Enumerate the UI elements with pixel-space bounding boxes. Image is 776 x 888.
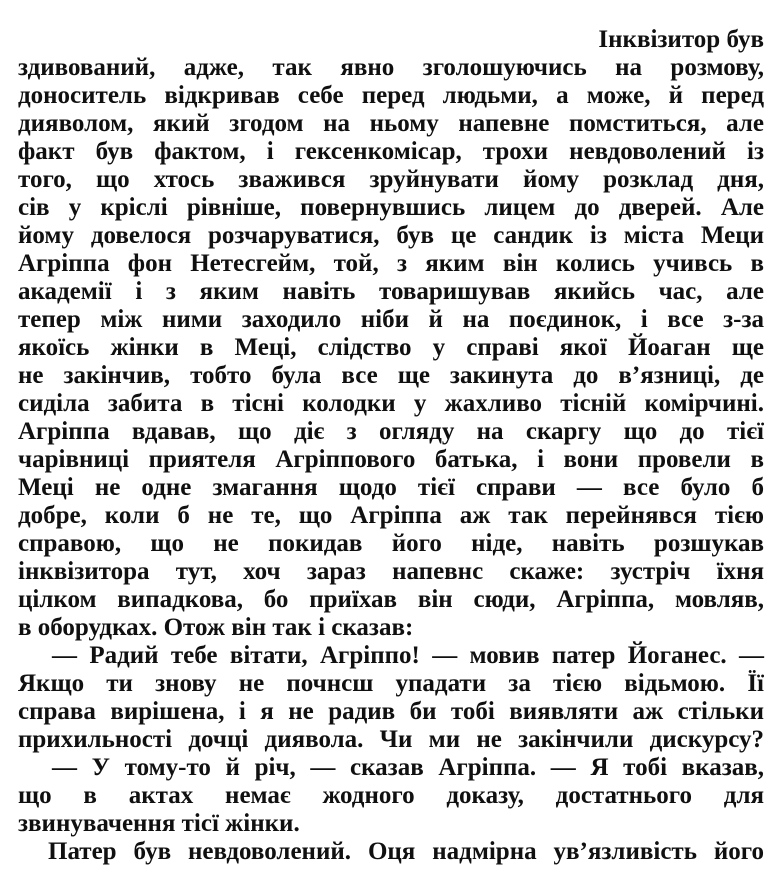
text-line: Меці не одне змагання щодо тієї справи — все було б: [18, 474, 764, 501]
text-line: що в актах немає жодного доказу, достатнього для: [18, 782, 764, 809]
text-line: Інквізитор був: [598, 26, 764, 53]
text-line: прихильності дочці диявола. Чи ми не закінчили дискурсу?: [18, 726, 764, 753]
text-line: — У тому-то й річ, — сказав Агріппа. — Я тобі вказав,: [52, 754, 764, 781]
text-line: не закінчив, тобто була все ще закинута до в’язниці, де: [18, 362, 764, 389]
text-line: цілком випадкова, бо приїхав він сюди, Агріппа, мовляв,: [18, 586, 764, 613]
text-line: сів у кріслі рівніше, повернувшись лицем до дверей. Але: [18, 194, 764, 221]
text-line: того, що хтось зважився зруйнувати йому розклад дня,: [18, 166, 764, 193]
text-line: здивований, адже, так явно зголошуючись на розмову,: [18, 54, 764, 81]
text-line: інквізитора тут, хоч зараз напевнс скаже: зустріч їхня: [18, 558, 764, 585]
text-line: Агріппа фон Нетесгейм, той, з яким він колись учивсь в: [18, 250, 764, 277]
text-line: Патер був невдоволений. Оця надмірна ув’язливість його: [48, 838, 764, 865]
text-line: Агріппа вдавав, що діє з огляду на скаргу що до тієї: [18, 418, 764, 445]
text-line: справа вирішена, і я не радив би тобі виявляти аж стільки: [18, 698, 764, 725]
text-line: якоїсь жінки в Меці, слідство у справі якої Йоаган ще: [18, 334, 764, 361]
text-line: йому довелося розчаруватися, був це сандик із міста Меци: [18, 222, 764, 249]
text-line: звинувачення тісї жінки.: [18, 810, 300, 837]
text-line: тепер між ними заходило ніби й на поєдинок, і все з-за: [18, 306, 764, 333]
text-line: добре, коли б не те, що Агріппа аж так перейнявся тією: [18, 502, 764, 529]
text-line: справою, що не покидав його ніде, навіть розшукав: [18, 530, 764, 557]
text-line: академії і з яким навіть товаришував якийсь час, але: [18, 278, 764, 305]
text-line: сиділа забита в тісні колодки у жахливо тісній комірчині.: [18, 390, 764, 417]
text-line: доноситель відкривав себе перед людьми, а може, й перед: [18, 82, 764, 109]
text-line: факт був фактом, і гексенкомісар, трохи невдоволений із: [18, 138, 764, 165]
text-line: в оборудках. Отож він так і сказав:: [18, 614, 414, 641]
text-line: — Радий тебе вітати, Агріппо! — мовив патер Йоганес. —: [52, 642, 764, 669]
text-line: дияволом, який згодом на ньому напевне помститься, але: [18, 110, 764, 137]
text-line: чарівниці приятеля Агріппового батька, і вони провели в: [18, 446, 764, 473]
text-line: Якщо ти знову не почнсш упадати за тією відьмою. Її: [18, 670, 764, 697]
